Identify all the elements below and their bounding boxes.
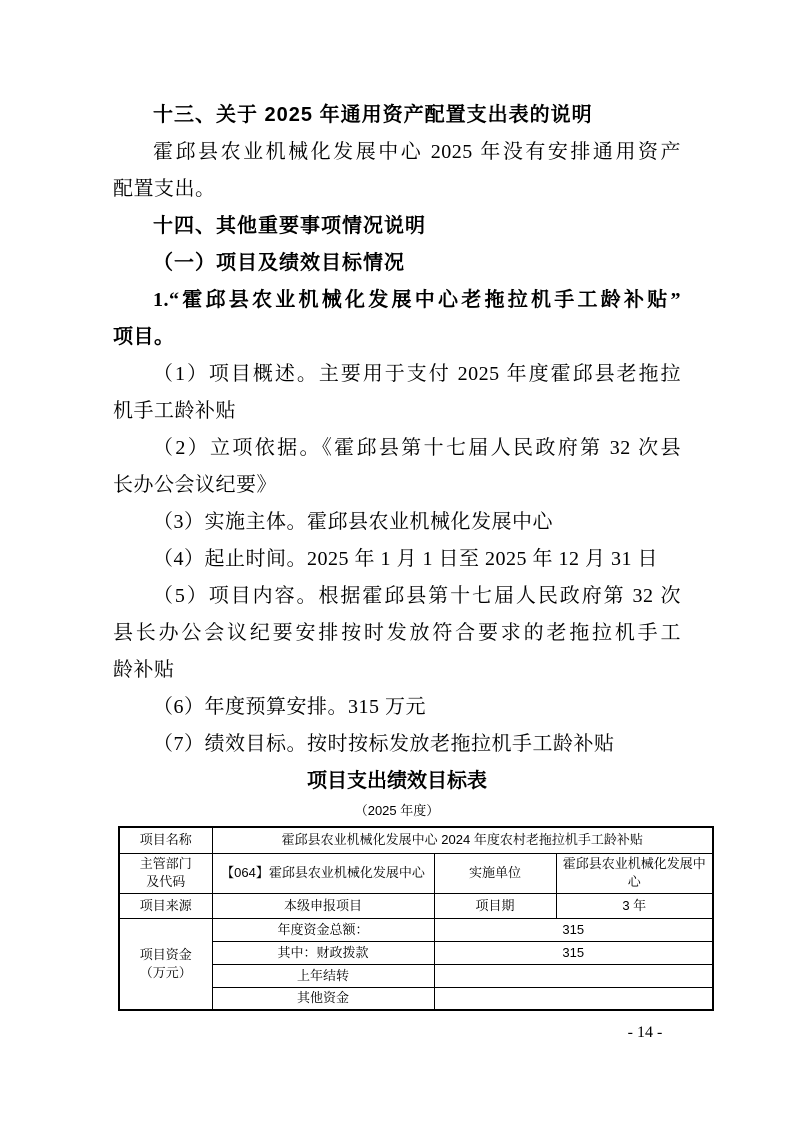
item-7-target-line: （7）绩效目标。按时按标发放老拖拉机手工龄补贴 bbox=[153, 733, 615, 755]
project-1-title-line: 项目。 bbox=[113, 326, 175, 348]
fund-carryover-value-cell bbox=[434, 964, 713, 987]
project-1-title-line: 1.“霍邱县农业机械化发展中心老拖拉机手工龄补贴” bbox=[153, 289, 681, 311]
table-row bbox=[119, 918, 713, 941]
funds-label-line1: 项目资金 bbox=[139, 947, 192, 963]
paragraph-line: 配置支出。 bbox=[113, 178, 216, 200]
paragraph-line: 霍邱县农业机械化发展中心 2025 年没有安排通用资产 bbox=[153, 141, 681, 163]
funds-label-cell bbox=[119, 918, 212, 1010]
source-value-cell: 本级申报项目 bbox=[212, 893, 434, 918]
fund-carryover-label-cell: 上年结转 bbox=[212, 964, 434, 987]
section-14-heading: 十四、其他重要事项情况说明 bbox=[153, 215, 426, 237]
subsection-1-heading: （一）项目及绩效目标情况 bbox=[153, 252, 405, 274]
fund-fiscal-value-cell: 315 bbox=[434, 941, 713, 964]
item-2-basis-line: （2）立项依据。《霍邱县第十七届人民政府第 32 次县 bbox=[153, 437, 681, 459]
table-row bbox=[119, 893, 713, 918]
item-1-overview-line: 机手工龄补贴 bbox=[113, 400, 236, 422]
fund-other-label-cell: 其他资金 bbox=[212, 987, 434, 1010]
impl-value-cell: 霍邱县农业机械化发展中心 bbox=[556, 853, 713, 893]
item-1-overview-line: （1）项目概述。主要用于支付 2025 年度霍邱县老拖拉 bbox=[153, 363, 681, 385]
fund-total-label-cell: 年度资金总额： bbox=[212, 918, 434, 941]
dept-value-cell: 【064】霍邱县农业机械化发展中心 bbox=[212, 853, 434, 893]
source-label-cell: 项目来源 bbox=[119, 893, 212, 918]
table-row bbox=[119, 827, 713, 853]
document-body bbox=[113, 97, 681, 763]
dept-label-line2: 及代码 bbox=[146, 874, 186, 889]
item-4-duration-line: （4）起止时间。2025 年 1 月 1 日至 2025 年 12 月 31 日 bbox=[153, 548, 658, 570]
dept-label-cell bbox=[119, 853, 212, 893]
performance-table-title: 项目支出绩效目标表 bbox=[307, 770, 487, 792]
item-6-budget-line: （6）年度预算安排。315 万元 bbox=[153, 696, 426, 718]
project-name-value-cell: 霍邱县农业机械化发展中心 2024 年度农村老拖拉机手工龄补贴 bbox=[212, 827, 713, 853]
performance-target-table bbox=[118, 826, 714, 1011]
impl-label-cell: 实施单位 bbox=[434, 853, 556, 893]
fund-fiscal-label-cell: 其中：财政拨款 bbox=[212, 941, 434, 964]
table-row bbox=[119, 853, 713, 893]
page-number: - 14 - bbox=[627, 1024, 663, 1041]
fund-total-value-cell: 315 bbox=[434, 918, 713, 941]
project-name-label-cell: 项目名称 bbox=[119, 827, 212, 853]
item-5-content-line: 县长办公会议纪要安排按时发放符合要求的老拖拉机手工 bbox=[113, 622, 681, 644]
fund-other-value-cell bbox=[434, 987, 713, 1010]
item-5-content-line: 龄补贴 bbox=[113, 659, 175, 681]
item-3-entity-line: （3）实施主体。霍邱县农业机械化发展中心 bbox=[153, 511, 553, 533]
funds-label-line2: （万元） bbox=[139, 964, 192, 980]
performance-table-subtitle: （2025 年度） bbox=[354, 803, 440, 818]
item-5-content-line: （5）项目内容。根据霍邱县第十七届人民政府第 32 次 bbox=[153, 585, 681, 607]
period-label-cell: 项目期 bbox=[434, 893, 556, 918]
section-13-heading: 十三、关于 2025 年通用资产配置支出表的说明 bbox=[153, 104, 593, 126]
period-value-cell: 3 年 bbox=[556, 893, 713, 918]
dept-label-line1: 主管部门 bbox=[139, 856, 192, 872]
item-2-basis-line: 长办公会议纪要》 bbox=[113, 474, 277, 496]
